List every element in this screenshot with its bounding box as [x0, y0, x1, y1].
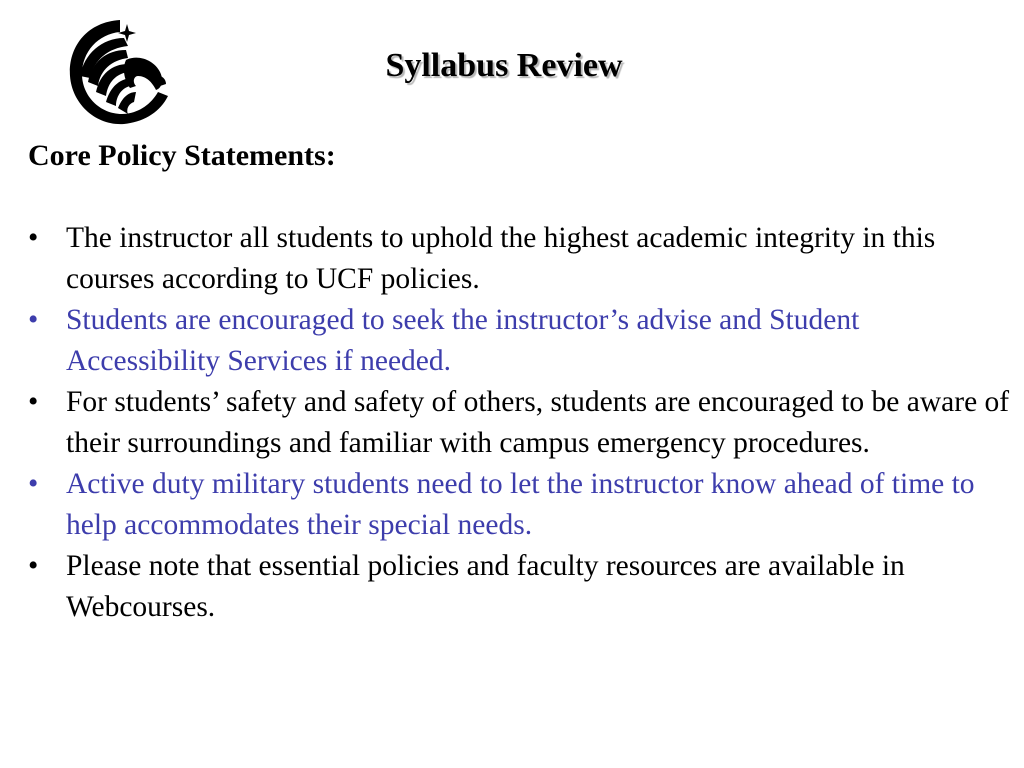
bullet-icon: • — [28, 386, 39, 418]
bullet-icon: • — [28, 468, 39, 500]
policy-item-webcourses — [0, 546, 1024, 628]
policy-item-safety — [0, 382, 1024, 464]
policy-item-integrity — [0, 218, 1024, 300]
policy-text: The instructor all students to uphold the highest academic integrity in this courses according to UCF policies. — [66, 222, 936, 295]
policy-text: Active duty military students need to let the instructor know ahead of time to help accommodates their special needs. — [66, 468, 975, 541]
policy-text: For students’ safety and safety of others, students are encouraged to be aware of their surroundings and familiar with campus emergency procedures. — [66, 386, 1010, 459]
section-heading: Core Policy Statements: — [28, 139, 336, 172]
policy-item-accessibility — [0, 300, 1024, 382]
policy-text: Please note that essential policies and faculty resources are available in Webcourses. — [66, 550, 905, 623]
bullet-icon: • — [28, 304, 39, 336]
policy-item-military — [0, 464, 1024, 546]
slide-title: Syllabus Review — [385, 47, 623, 84]
policy-list — [0, 218, 1024, 628]
bullet-icon: • — [28, 222, 39, 254]
policy-text: Students are encouraged to seek the instructor’s advise and Student Accessibility Services if needed. — [66, 304, 860, 377]
bullet-icon: • — [28, 550, 39, 582]
